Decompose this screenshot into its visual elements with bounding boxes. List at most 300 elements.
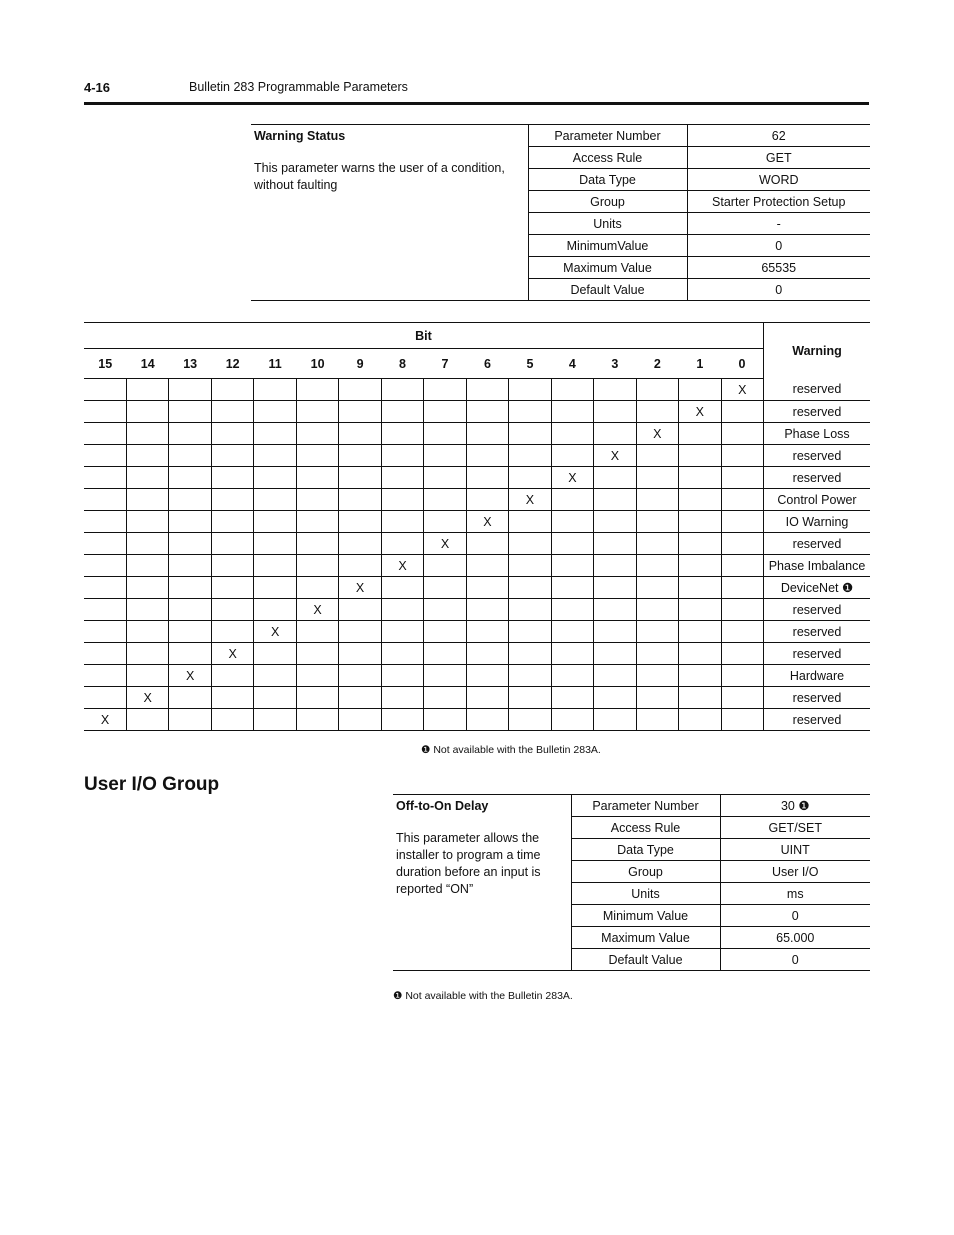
bit-cell: [254, 511, 296, 533]
bit-cell: [211, 709, 253, 731]
bit-cell: [594, 687, 636, 709]
param-key: MinimumValue: [528, 235, 687, 257]
bit-cell: [84, 687, 126, 709]
bit-cell: [381, 709, 423, 731]
bit-cell: [84, 599, 126, 621]
param-key: Data Type: [571, 839, 720, 861]
bit-cell: [594, 423, 636, 445]
bit-number-header: 7: [424, 349, 466, 379]
bit-cell: [296, 643, 338, 665]
bit-cell: [254, 379, 296, 401]
bit-cell: [296, 445, 338, 467]
bit-cell: [551, 687, 593, 709]
bit-cell: [594, 555, 636, 577]
bit-cell: [339, 423, 381, 445]
bit-cell: [636, 379, 678, 401]
bit-cell: [254, 533, 296, 555]
running-header: Bulletin 283 Programmable Parameters: [189, 80, 408, 94]
bit-cell: X: [509, 489, 551, 511]
bit-cell: [424, 445, 466, 467]
bit-number-header: 9: [339, 349, 381, 379]
bit-cell: [126, 621, 168, 643]
bit-number-header: 1: [679, 349, 721, 379]
bit-cell: [636, 467, 678, 489]
table-row: [84, 511, 870, 533]
param-key: Maximum Value: [571, 927, 720, 949]
bit-cell: [169, 709, 211, 731]
bit-cell: [679, 599, 721, 621]
bit-cell: [339, 687, 381, 709]
bit-number-header: 14: [126, 349, 168, 379]
bit-cell: [721, 445, 763, 467]
bit-cell: [594, 489, 636, 511]
bit-cell: [551, 379, 593, 401]
warning-label: IO Warning: [764, 511, 871, 533]
param-value: -: [687, 213, 870, 235]
bit-cell: [126, 643, 168, 665]
warning-label: reserved: [764, 533, 871, 555]
bit-cell: [424, 665, 466, 687]
bit-cell: X: [84, 709, 126, 731]
bit-number-header: 3: [594, 349, 636, 379]
bit-cell: [636, 401, 678, 423]
bit-cell: [84, 643, 126, 665]
bit-cell: [84, 511, 126, 533]
table-row: [84, 709, 870, 731]
bit-cell: [679, 467, 721, 489]
bit-cell: [126, 709, 168, 731]
table-row: [84, 687, 870, 709]
bit-cell: [339, 665, 381, 687]
bit-cell: [84, 555, 126, 577]
bit-cell: [466, 643, 508, 665]
param-value: WORD: [687, 169, 870, 191]
bit-cell: [169, 445, 211, 467]
table-row: [84, 577, 870, 599]
bit-cell: [636, 533, 678, 555]
param-key: Default Value: [528, 279, 687, 301]
warning-label: Phase Loss: [764, 423, 871, 445]
bit-cell: [509, 687, 551, 709]
bit-cell: [679, 621, 721, 643]
bit-cell: [254, 489, 296, 511]
bit-cell: [424, 467, 466, 489]
bit-cell: [551, 489, 593, 511]
param-row: [251, 125, 870, 147]
bit-cell: [551, 577, 593, 599]
bit-cell: [509, 577, 551, 599]
bit-cell: [636, 665, 678, 687]
bit-cell: [721, 643, 763, 665]
bit-cell: X: [296, 599, 338, 621]
bit-cell: [466, 577, 508, 599]
bit-cell: [721, 577, 763, 599]
table-row: [84, 665, 870, 687]
bit-cell: [551, 423, 593, 445]
bit-cell: [636, 687, 678, 709]
page-number: 4-16: [84, 80, 111, 95]
table-row: [84, 401, 870, 423]
bit-cell: [211, 577, 253, 599]
param-key: Parameter Number: [528, 125, 687, 147]
bit-cell: [254, 665, 296, 687]
bit-cell: [254, 599, 296, 621]
bit-cell: [424, 511, 466, 533]
bit-cell: [296, 489, 338, 511]
bit-cell: [424, 577, 466, 599]
bit-cell: [126, 401, 168, 423]
bit-cell: [594, 709, 636, 731]
table-row: [84, 599, 870, 621]
bit-cell: [84, 621, 126, 643]
bit-cell: [381, 401, 423, 423]
bit-cell: [466, 665, 508, 687]
bit-cell: [381, 511, 423, 533]
warning-bit-table: [84, 322, 870, 731]
bit-cell: [296, 467, 338, 489]
param-value: User I/O: [720, 861, 870, 883]
bit-cell: [126, 467, 168, 489]
bit-cell: [721, 401, 763, 423]
table-row: [84, 467, 870, 489]
bit-cell: X: [594, 445, 636, 467]
param-row: [393, 795, 870, 817]
bit-cell: [211, 621, 253, 643]
bit-cell: [381, 599, 423, 621]
bit-cell: [551, 511, 593, 533]
bit-cell: [636, 643, 678, 665]
bit-cell: [381, 423, 423, 445]
bit-cell: [84, 379, 126, 401]
bit-cell: [466, 401, 508, 423]
bit-cell: [679, 643, 721, 665]
footnote-off-to-on: ❶ Not available with the Bulletin 283A.: [393, 990, 573, 1002]
param-value: 65.000: [720, 927, 870, 949]
bit-cell: [169, 599, 211, 621]
footnote-bit-table: ❶ Not available with the Bulletin 283A.: [421, 744, 601, 756]
bit-cell: [466, 709, 508, 731]
bit-cell: [594, 511, 636, 533]
bit-cell: [594, 577, 636, 599]
table-row: [84, 621, 870, 643]
bit-cell: [424, 379, 466, 401]
bit-cell: [169, 467, 211, 489]
bit-cell: [339, 533, 381, 555]
bit-cell: [551, 445, 593, 467]
bit-cell: [126, 577, 168, 599]
param-value: Starter Protection Setup: [687, 191, 870, 213]
bit-cell: [339, 467, 381, 489]
bit-cell: [424, 599, 466, 621]
param-value: 0: [775, 282, 783, 297]
bit-cell: [211, 401, 253, 423]
bit-cell: [254, 423, 296, 445]
bit-cell: [211, 379, 253, 401]
bit-cell: [254, 401, 296, 423]
bit-cell: [296, 687, 338, 709]
table-row: [84, 445, 870, 467]
bit-cell: X: [254, 621, 296, 643]
bit-cell: [424, 555, 466, 577]
param-key: Access Rule: [528, 147, 687, 169]
bit-cell: [169, 379, 211, 401]
bit-cell: [211, 445, 253, 467]
bit-cell: [381, 621, 423, 643]
bit-cell: [169, 489, 211, 511]
bit-cell: [424, 687, 466, 709]
param-key: Group: [528, 191, 687, 213]
bit-cell: [679, 423, 721, 445]
bit-cell: [721, 599, 763, 621]
table-row: [84, 379, 870, 401]
bit-cell: [594, 643, 636, 665]
bit-cell: [424, 643, 466, 665]
bit-cell: X: [339, 577, 381, 599]
bit-cell: [594, 533, 636, 555]
warning-label: reserved: [764, 621, 871, 643]
bit-cell: [296, 555, 338, 577]
bit-cell: [126, 665, 168, 687]
bit-cell: [594, 467, 636, 489]
bit-cell: [551, 643, 593, 665]
bit-cell: [211, 599, 253, 621]
bit-number-header: 11: [254, 349, 296, 379]
bit-cell: [126, 555, 168, 577]
bit-cell: X: [721, 379, 763, 401]
bit-cell: [84, 467, 126, 489]
bit-cell: [509, 621, 551, 643]
bit-cell: [254, 445, 296, 467]
param-value: GET/SET: [720, 817, 870, 839]
bit-cell: [381, 577, 423, 599]
bit-cell: X: [466, 511, 508, 533]
bit-cell: [339, 445, 381, 467]
bit-cell: [509, 379, 551, 401]
param-value: 30 ❶: [720, 795, 870, 817]
bit-cell: [381, 665, 423, 687]
bit-cell: [551, 709, 593, 731]
bit-cell: [466, 555, 508, 577]
bit-cell: [126, 379, 168, 401]
bit-cell: [424, 489, 466, 511]
param-key: Group: [571, 861, 720, 883]
bit-cell: [296, 621, 338, 643]
bit-cell: [84, 665, 126, 687]
bit-cell: [126, 599, 168, 621]
bit-cell: [211, 533, 253, 555]
bit-cell: [551, 665, 593, 687]
bit-cell: [509, 533, 551, 555]
param-key: Maximum Value: [528, 257, 687, 279]
warning-label: Control Power: [764, 489, 871, 511]
param-description: This parameter warns the user of a condition, without faulting: [254, 161, 505, 192]
warning-label: reserved: [764, 445, 871, 467]
bit-cell: [296, 423, 338, 445]
bit-cell: [339, 379, 381, 401]
bit-cell: [211, 489, 253, 511]
table-row: [84, 533, 870, 555]
bit-cell: [679, 555, 721, 577]
bit-cell: [339, 709, 381, 731]
bit-cell: [169, 687, 211, 709]
bit-cell: [466, 533, 508, 555]
warning-label: reserved: [764, 687, 871, 709]
bit-cell: [636, 709, 678, 731]
bit-cell: [721, 489, 763, 511]
bit-cell: [254, 555, 296, 577]
bit-cell: [509, 401, 551, 423]
header-rule: [84, 102, 869, 105]
bit-number-header: 5: [509, 349, 551, 379]
warning-status-table: [251, 124, 870, 301]
bit-cell: [169, 533, 211, 555]
bit-cell: [679, 511, 721, 533]
bit-number-header: 4: [551, 349, 593, 379]
bit-cell: [381, 379, 423, 401]
bit-cell: [211, 511, 253, 533]
bit-cell: [636, 599, 678, 621]
off-to-on-delay-table: [393, 794, 870, 971]
bit-cell: [679, 577, 721, 599]
bit-cell: [381, 643, 423, 665]
bit-cell: [381, 687, 423, 709]
bit-cell: X: [126, 687, 168, 709]
bit-cell: [509, 665, 551, 687]
bit-number-header: 13: [169, 349, 211, 379]
warning-label: Phase Imbalance: [764, 555, 871, 577]
bit-cell: [551, 533, 593, 555]
bit-cell: [381, 489, 423, 511]
bit-cell: [381, 467, 423, 489]
param-value: GET: [687, 147, 870, 169]
param-key: Access Rule: [571, 817, 720, 839]
warning-label: DeviceNet ❶: [764, 577, 871, 599]
param-key: Minimum Value: [571, 905, 720, 927]
param-value: 0: [791, 952, 799, 967]
bit-cell: [636, 555, 678, 577]
bit-cell: [296, 665, 338, 687]
bit-number-header: 10: [296, 349, 338, 379]
bit-cell: [509, 511, 551, 533]
bit-cell: [466, 379, 508, 401]
bit-cell: [509, 445, 551, 467]
bit-cell: [169, 621, 211, 643]
bit-cell: [254, 467, 296, 489]
bit-cell: [679, 379, 721, 401]
bit-cell: [466, 687, 508, 709]
bit-cell: [466, 621, 508, 643]
bit-cell: [636, 489, 678, 511]
bit-cell: [679, 687, 721, 709]
warning-label: reserved: [764, 467, 871, 489]
warning-label: reserved: [764, 599, 871, 621]
bit-cell: [721, 533, 763, 555]
bit-cell: [594, 665, 636, 687]
bit-cell: [296, 511, 338, 533]
bit-cell: [84, 577, 126, 599]
bit-cell: [551, 401, 593, 423]
section-title: User I/O Group: [84, 774, 220, 795]
bit-cell: [424, 621, 466, 643]
bit-cell: [339, 401, 381, 423]
bit-cell: [169, 401, 211, 423]
bit-cell: [509, 709, 551, 731]
param-value: 65535: [687, 257, 870, 279]
bit-cell: X: [551, 467, 593, 489]
warning-label: reserved: [764, 401, 871, 423]
table-row: [84, 489, 870, 511]
bit-cell: [211, 665, 253, 687]
bit-number-header: 12: [211, 349, 253, 379]
bit-cell: X: [679, 401, 721, 423]
bit-cell: [594, 401, 636, 423]
param-description-cell: [251, 125, 528, 301]
bit-number-header: 2: [636, 349, 678, 379]
param-value: 0: [720, 905, 870, 927]
bit-cell: [466, 489, 508, 511]
bit-cell: [551, 621, 593, 643]
bit-cell: X: [381, 555, 423, 577]
bit-cell: [84, 533, 126, 555]
bit-number-header: 6: [466, 349, 508, 379]
bit-cell: [296, 533, 338, 555]
bit-cell: [296, 379, 338, 401]
param-description: This parameter allows the installer to program a time duration before an input is reported “ON”: [396, 831, 541, 896]
bit-cell: [636, 577, 678, 599]
param-key: Units: [571, 883, 720, 905]
bit-cell: [84, 445, 126, 467]
bit-cell: [254, 577, 296, 599]
bit-cell: [424, 709, 466, 731]
bit-cell: [721, 423, 763, 445]
bit-cell: [721, 555, 763, 577]
bit-cell: [636, 511, 678, 533]
bit-number-header: 15: [84, 349, 126, 379]
bit-cell: [254, 709, 296, 731]
bit-cell: X: [169, 665, 211, 687]
bit-cell: [211, 555, 253, 577]
bit-cell: [126, 489, 168, 511]
bit-cell: [509, 467, 551, 489]
bit-cell: [339, 511, 381, 533]
bit-cell: [721, 511, 763, 533]
bit-cell: [126, 533, 168, 555]
bit-cell: [466, 599, 508, 621]
bit-cell: [721, 709, 763, 731]
bit-cell: [339, 621, 381, 643]
bit-cell: [721, 621, 763, 643]
bit-cell: [466, 445, 508, 467]
bit-cell: [84, 401, 126, 423]
bit-cell: [84, 489, 126, 511]
table-row: [84, 555, 870, 577]
bit-cell: [509, 423, 551, 445]
bit-cell: [169, 577, 211, 599]
bit-cell: [169, 555, 211, 577]
bit-cell: [211, 423, 253, 445]
bit-cell: [211, 467, 253, 489]
bit-cell: [296, 709, 338, 731]
bit-cell: [509, 599, 551, 621]
bit-cell: [381, 445, 423, 467]
param-key: Parameter Number: [571, 795, 720, 817]
warning-header: Warning: [764, 323, 871, 379]
bit-cell: [679, 709, 721, 731]
bit-cell: [339, 599, 381, 621]
warning-label: reserved: [792, 712, 842, 727]
bit-cell: [509, 555, 551, 577]
bit-number-header: 8: [381, 349, 423, 379]
